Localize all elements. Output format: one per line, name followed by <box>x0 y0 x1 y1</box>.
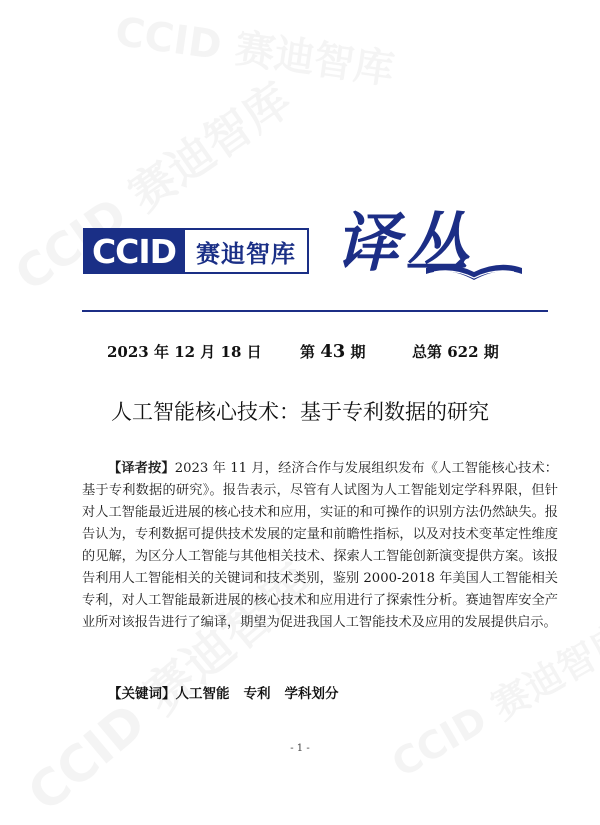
ccid-logo <box>83 228 309 274</box>
issue-date: 2023 年 12 月 18 日 <box>107 343 262 361</box>
keyword: 学科划分 <box>284 686 339 702</box>
logo-name: 赛迪智库 <box>185 228 309 274</box>
abstract-text: 2023 年 11 月，经济合作与发展组织发布《人工智能核心技术：基于专利数据的研究》。报告表示，尽管有人试图为人工智能划定学科界限，但针对人工智能最近进展的核心技术和应用，实证的和可操作的识别方法仍然缺失。报告认为，专利数据可提供技术发展的定量和前瞻性指标，以及对技术变革定性维度的见解，为区分人工智能与其他相关技术、探索人工智能创新演变提供方案。该报告利用人工智能相关的关键词和技术类别，鉴别 2000-2018 年美国人工智能相关专利，对人工智能最新进展的核心技术和应用进行了探索性分析。赛迪智库安全产业所对该报告进行了编译，期望为促进我国人工智能技术及应用的发展提供启示。 <box>82 461 558 630</box>
abstract-label: 【译者按】 <box>108 461 175 476</box>
issue-number <box>300 341 366 362</box>
watermark <box>112 0 398 96</box>
brand-title: 译丛 <box>335 206 475 281</box>
keywords-line <box>108 682 339 702</box>
issue-number-suffix: 期 <box>350 343 366 361</box>
keyword: 人工智能 <box>175 686 230 702</box>
abstract-paragraph <box>82 458 558 634</box>
page-number: - 1 - <box>290 743 310 754</box>
issue-total-value: 622 <box>447 343 479 361</box>
open-book-icon <box>424 262 524 284</box>
issue-total-suffix: 期 <box>483 343 499 361</box>
keyword: 专利 <box>243 686 271 702</box>
issue-number-prefix: 第 <box>300 343 316 361</box>
issue-number-value: 43 <box>320 341 346 362</box>
document-title: 人工智能核心技术：基于专利数据的研究 <box>111 400 489 424</box>
issue-total-prefix: 总第 <box>412 343 443 361</box>
logo-box: CCID <box>83 228 185 274</box>
keywords-label: 【关键词】 <box>108 686 176 702</box>
issue-total <box>412 341 499 362</box>
header-divider <box>82 310 548 312</box>
